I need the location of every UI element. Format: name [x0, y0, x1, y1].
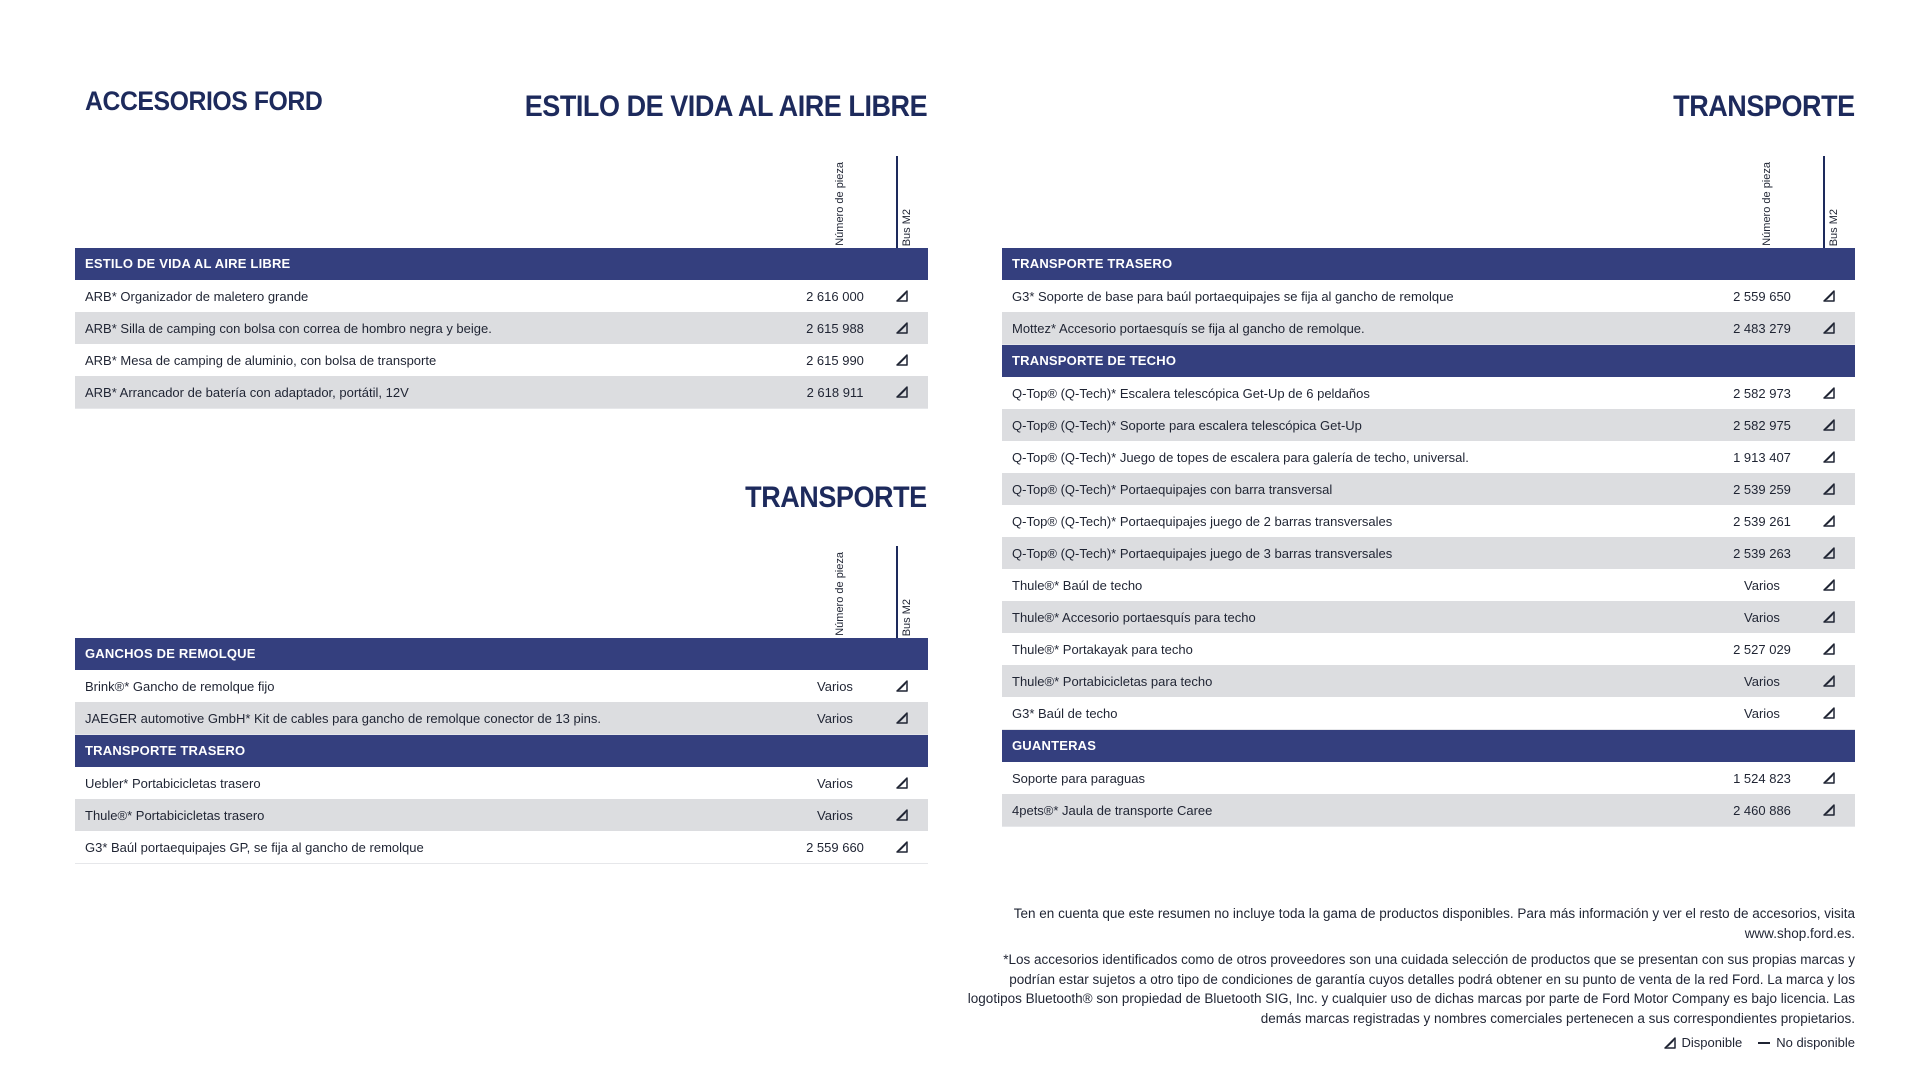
accessory-name: Q-Top® (Q-Tech)* Escalera telescópica Get-Up de 6 peldaños [1012, 385, 1370, 401]
accessory-name: Q-Top® (Q-Tech)* Soporte para escalera telescópica Get-Up [1012, 417, 1362, 433]
accessory-name: JAEGER automotive GmbH* Kit de cables para gancho de remolque conector de 13 pins. [85, 710, 601, 726]
outdoor-table [75, 156, 928, 409]
available-icon [896, 777, 908, 789]
unavailable-icon [1758, 1042, 1770, 1044]
column-label-part-number: Número de pieza [834, 162, 846, 246]
part-number: 2 559 650 [1733, 288, 1791, 304]
part-number: Varios [1744, 705, 1780, 721]
available-icon [1823, 419, 1835, 431]
table-row [1002, 473, 1855, 505]
accessory-name: ARB* Mesa de camping de aluminio, con bolsa de transporte [85, 352, 437, 368]
table-row [1002, 697, 1855, 730]
part-number: 2 539 261 [1733, 513, 1791, 529]
available-icon [896, 386, 908, 398]
accessory-name: ARB* Arrancador de batería con adaptador, portátil, 12V [85, 384, 409, 400]
category-header-transporte-de-techo: TRANSPORTE DE TECHO [1002, 345, 1855, 377]
available-icon [1823, 772, 1835, 784]
available-icon [1823, 707, 1835, 719]
available-icon [1823, 322, 1835, 334]
accessory-name: Thule®* Baúl de techo [1012, 577, 1143, 593]
available-icon [1823, 483, 1835, 495]
accessory-name: ARB* Silla de camping con bolsa con correa de hombro negra y beige. [85, 320, 492, 336]
accessory-name: ARB* Organizador de maletero grande [85, 288, 309, 304]
table-row [1002, 377, 1855, 409]
availability-cell [1802, 387, 1855, 399]
available-icon [1823, 611, 1835, 623]
availability-cell [1802, 483, 1855, 495]
category-rows [75, 767, 928, 864]
section-title-transport-right: TRANSPORTE [1673, 90, 1855, 123]
available-icon [896, 322, 908, 334]
part-number: 2 559 660 [806, 839, 864, 855]
category-rows [75, 670, 928, 735]
legend-unavailable-label: No disponible [1776, 1035, 1855, 1050]
accessory-name: Thule®* Accesorio portaesquís para techo [1012, 609, 1256, 625]
available-icon [1823, 547, 1835, 559]
accessory-name: Q-Top® (Q-Tech)* Portaequipajes juego de 2 barras transversales [1012, 513, 1393, 529]
footnote-disclaimer: *Los accesorios identificados como de otros proveedores son una cuidada selección de productos que se presentan con sus propias marcas y podrían estar sujetos a otro tipo de condiciones de garantía cuyos detalles podrá obtener en su punto de venta de la red Ford. La marca y los logotipos Bluetooth® son propiedad de Bluetooth SIG, Inc. y cualquier uso de dichas marcas por parte de Ford Motor Company es bajo licencia. Las demás marcas registradas y nombres comerciales pertenecen a sus correspondientes propietarios. [967, 952, 1855, 1026]
part-number: Varios [817, 775, 853, 791]
availability-cell [875, 322, 928, 334]
part-number: 2 616 000 [806, 288, 864, 304]
part-number: Varios [1744, 609, 1780, 625]
accessory-name: Brink®* Gancho de remolque fijo [85, 678, 275, 694]
part-number: 2 527 029 [1733, 641, 1791, 657]
part-number: 2 615 990 [806, 352, 864, 368]
available-icon [896, 354, 908, 366]
table-row [1002, 537, 1855, 569]
table-row [75, 831, 928, 864]
accessory-name: Uebler* Portabicicletas trasero [85, 775, 261, 791]
accessory-name: Thule®* Portakayak para techo [1012, 641, 1193, 657]
footnotes [960, 904, 1855, 1035]
available-icon [1823, 579, 1835, 591]
brand-title: ACCESORIOS FORD [85, 86, 323, 116]
column-label-part-number: Número de pieza [834, 552, 846, 636]
table-row [1002, 505, 1855, 537]
part-number: 2 615 988 [806, 320, 864, 336]
availability-cell [875, 680, 928, 692]
table-row [1002, 633, 1855, 665]
part-number: 2 539 263 [1733, 545, 1791, 561]
available-icon [896, 809, 908, 821]
part-number: 2 618 911 [806, 384, 864, 400]
table-row [1002, 601, 1855, 633]
table-row [1002, 794, 1855, 827]
availability-cell [875, 777, 928, 789]
column-divider [896, 156, 898, 248]
accessory-name: Q-Top® (Q-Tech)* Portaequipajes con barra transversal [1012, 481, 1333, 497]
accessory-name: G3* Baúl de techo [1012, 705, 1118, 721]
accessory-name: 4pets®* Jaula de transporte Caree [1012, 802, 1213, 818]
availability-cell [875, 841, 928, 853]
legend-available-label: Disponible [1681, 1035, 1743, 1050]
table-row [1002, 409, 1855, 441]
accessory-name: Mottez* Accesorio portaesquís se fija al gancho de remolque. [1012, 320, 1365, 336]
column-divider [1823, 156, 1825, 248]
category-header-guanteras: GUANTERAS [1002, 730, 1855, 762]
table-row [1002, 762, 1855, 794]
available-icon [896, 841, 908, 853]
available-icon [1823, 675, 1835, 687]
table-row [1002, 665, 1855, 697]
availability-cell [1802, 804, 1855, 816]
part-number: Varios [1744, 577, 1780, 593]
legend [1664, 1035, 1855, 1050]
part-number: 2 483 279 [1733, 320, 1791, 336]
category-header-ganchos-de-remolque: GANCHOS DE REMOLQUE [75, 638, 928, 670]
available-icon [1823, 515, 1835, 527]
availability-cell [1802, 772, 1855, 784]
table-row [1002, 569, 1855, 601]
part-number: 2 539 259 [1733, 481, 1791, 497]
category-header-estilo-de-vida-al-aire-libre: ESTILO DE VIDA AL AIRE LIBRE [75, 248, 928, 280]
availability-cell [875, 354, 928, 366]
table-row [75, 702, 928, 735]
footnote-summary: Ten en cuenta que este resumen no incluye toda la gama de productos disponibles. Para más información y ver el resto de accesorios, visita www.shop.ford.es. [1013, 906, 1855, 941]
accessory-name: G3* Soporte de base para baúl portaequipajes se fija al gancho de remolque [1012, 288, 1454, 304]
availability-cell [1802, 290, 1855, 302]
availability-cell [1802, 643, 1855, 655]
availability-cell [1802, 579, 1855, 591]
availability-cell [1802, 451, 1855, 463]
transport-left-table [75, 546, 928, 864]
part-number: 2 582 973 [1733, 385, 1791, 401]
accessory-name: G3* Baúl portaequipajes GP, se fija al gancho de remolque [85, 839, 424, 855]
availability-cell [1802, 675, 1855, 687]
transport-right-table [1002, 156, 1855, 827]
table-row [75, 376, 928, 409]
column-header [1002, 156, 1855, 248]
availability-cell [1802, 547, 1855, 559]
section-title-transport-left: TRANSPORTE [745, 481, 927, 514]
available-icon [1823, 451, 1835, 463]
part-number: Varios [817, 710, 853, 726]
availability-cell [875, 290, 928, 302]
availability-cell [1802, 611, 1855, 623]
availability-cell [875, 712, 928, 724]
accessory-name: Soporte para paraguas [1012, 770, 1145, 786]
available-icon [1823, 387, 1835, 399]
table-row [1002, 280, 1855, 312]
column-header [75, 156, 928, 248]
legend-unavailable [1758, 1035, 1855, 1050]
accessory-name: Q-Top® (Q-Tech)* Portaequipajes juego de 3 barras transversales [1012, 545, 1393, 561]
column-label-model: Bus M2 [901, 598, 913, 636]
available-icon [896, 680, 908, 692]
category-rows [1002, 280, 1855, 345]
section-title-outdoor: ESTILO DE VIDA AL AIRE LIBRE [524, 90, 927, 123]
accessory-name: Thule®* Portabicicletas trasero [85, 807, 265, 823]
available-icon [1823, 643, 1835, 655]
part-number: Varios [817, 678, 853, 694]
category-header-transporte-trasero: TRANSPORTE TRASERO [1002, 248, 1855, 280]
legend-available [1664, 1035, 1743, 1050]
column-label-model: Bus M2 [1828, 208, 1840, 246]
accessory-name: Q-Top® (Q-Tech)* Juego de topes de escalera para galería de techo, universal. [1012, 449, 1469, 465]
table-row [75, 280, 928, 312]
category-rows [1002, 377, 1855, 730]
available-icon [1823, 804, 1835, 816]
column-divider [896, 546, 898, 638]
part-number: 1 913 407 [1733, 449, 1791, 465]
available-icon [896, 712, 908, 724]
table-row [75, 799, 928, 831]
availability-cell [1802, 515, 1855, 527]
availability-cell [1802, 707, 1855, 719]
part-number: 2 582 975 [1733, 417, 1791, 433]
table-row [75, 344, 928, 376]
category-rows [1002, 762, 1855, 827]
column-header [75, 546, 928, 638]
accessory-name: Thule®* Portabicicletas para techo [1012, 673, 1213, 689]
available-icon [1823, 290, 1835, 302]
table-row [1002, 441, 1855, 473]
part-number: Varios [817, 807, 853, 823]
availability-cell [1802, 322, 1855, 334]
table-row [75, 670, 928, 702]
category-rows [75, 280, 928, 409]
availability-cell [875, 809, 928, 821]
table-row [75, 312, 928, 344]
available-icon [896, 290, 908, 302]
availability-cell [875, 386, 928, 398]
table-row [75, 767, 928, 799]
part-number: 1 524 823 [1733, 770, 1791, 786]
column-label-part-number: Número de pieza [1761, 162, 1773, 246]
part-number: 2 460 886 [1733, 802, 1791, 818]
category-header-transporte-trasero: TRANSPORTE TRASERO [75, 735, 928, 767]
part-number: Varios [1744, 673, 1780, 689]
available-icon [1664, 1037, 1676, 1049]
column-label-model: Bus M2 [901, 208, 913, 246]
availability-cell [1802, 419, 1855, 431]
table-row [1002, 312, 1855, 345]
